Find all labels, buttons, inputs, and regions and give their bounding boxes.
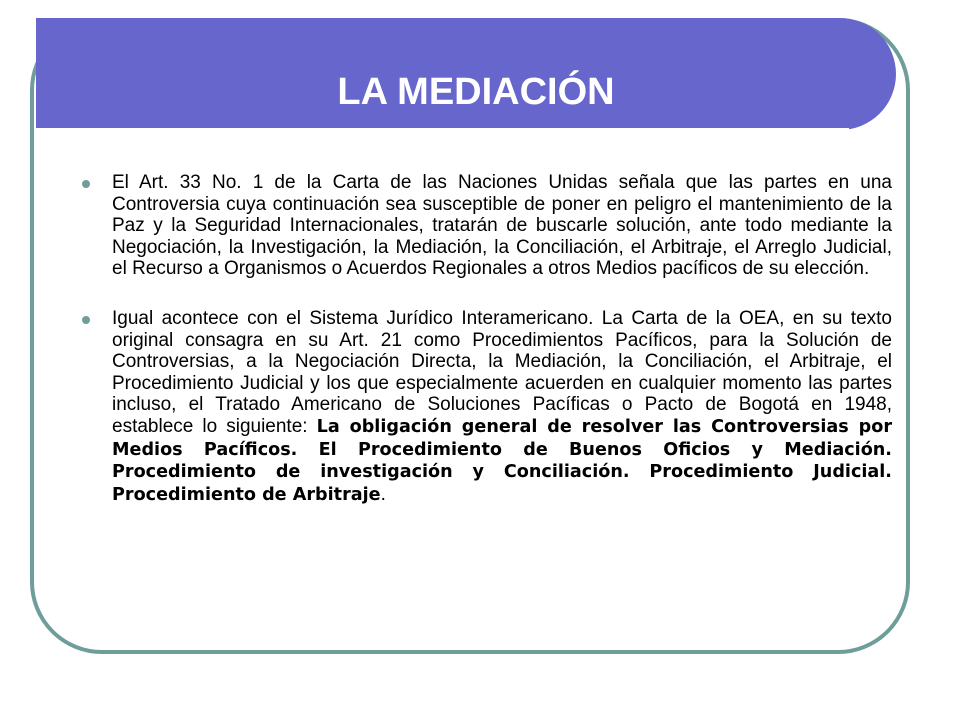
title-underline [36, 128, 849, 132]
slide-content [80, 172, 892, 506]
title-banner [36, 18, 896, 130]
bullet-dot-icon [82, 316, 90, 324]
bullet-item [80, 172, 892, 280]
bullet-bold-text: La obligación general de resolver las Controversias por Medios Pacíficos. El Procedimiento de Buenos Oficios y Mediación. Procedimiento de investigación y Conciliación. Procedimiento Judicial. Procedimiento de Arbitraje [112, 416, 893, 505]
bullet-end-punctuation: . [380, 483, 386, 505]
bullet-dot-icon [82, 180, 90, 188]
bullet-item [80, 308, 892, 506]
bullet-text: El Art. 33 No. 1 de la Carta de las Naciones Unidas señala que las partes en una Controversia cuya continuación sea susceptible de poner en peligro el mantenimiento de la Paz y la Seguridad Internacionales, tratarán de buscarle solución, ante todo mediante la Negociación, la Investigación, la Mediación, la Conciliación, el Arbitraje, el Arreglo Judicial, el Recurso a Organismos o Acuerdos Regionales a otros Medios pacíficos de su elección. [112, 172, 892, 280]
bullet-text: Igual acontece con el Sistema Jurídico Interamericano. La Carta de la OEA, en su texto original consagra en su Art. 21 como Procedimientos Pacíficos, para la Solución de Controversias, a la Negociación Directa, la Mediación, la Conciliación, el Arbitraje, el Procedimiento Judicial y los que especialmente acuerden en cualquier momento las partes incluso, el Tratado Americano de Soluciones Pacíficas o Pacto de Bogotá en 1948, establece lo siguiente: [112, 307, 892, 437]
slide-title: LA MEDIACIÓN [337, 71, 615, 113]
